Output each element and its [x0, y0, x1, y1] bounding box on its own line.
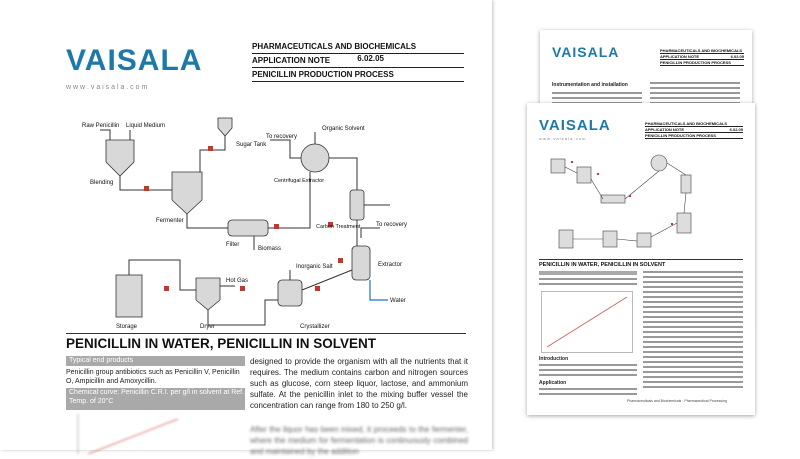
- label-liquid-medium: Liquid Medium: [126, 123, 166, 129]
- sugar-tank: [218, 118, 232, 136]
- section-products-text: Penicillin group antibiotics such as Penicillin V, Penicillin O, Ampicillin and Amoxycillin.: [66, 369, 240, 385]
- label-dryer: Dryer: [200, 324, 215, 330]
- label-extractor: Extractor: [378, 262, 403, 268]
- header-block: [252, 40, 464, 82]
- filter: [228, 220, 268, 236]
- label-carbon-treatment: Carbon Treatment: [316, 224, 361, 230]
- header-category: PHARMACEUTICALS AND BIOCHEMICALS: [660, 48, 743, 53]
- label-storage: Storage: [116, 324, 138, 330]
- label-to-recovery-1: To recovery: [266, 134, 298, 140]
- label-sugar-tank: Sugar Tank: [236, 142, 267, 148]
- label-raw-penicillin: Raw Penicillin: [82, 123, 120, 129]
- blending-tank: [106, 140, 134, 176]
- website-url: w w w . v a i s a l a . c o m: [539, 136, 586, 141]
- header-note: APPLICATION NOTE 6.02.05: [660, 54, 744, 59]
- application-heading: Application: [539, 380, 567, 386]
- header-category: PHARMACEUTICALS AND BIOCHEMICALS: [252, 40, 464, 54]
- thumb-text-1: [539, 278, 637, 288]
- storage-tank: [116, 275, 142, 317]
- header-process: PENICILLIN PRODUCTION PROCESS: [645, 133, 743, 139]
- section-heading-chemical-curve: Chemical curve: Penicillin C.R.I. per g/l in solvent at Ref. Temp. of 20°C: [66, 388, 245, 410]
- label-organic-solvent: Organic Solvent: [322, 126, 365, 132]
- thumb-text-3: [539, 388, 637, 398]
- extractor: [352, 246, 370, 280]
- fermenter-tank: [172, 172, 202, 214]
- website-url: w w w . v a i s a l a . c o m: [66, 84, 148, 91]
- header-note: APPLICATION NOTE 6.02.05: [645, 127, 743, 132]
- label-centrifugal-extractor: Centrifugal Extractor: [274, 178, 325, 184]
- logo: VAISALA: [66, 44, 203, 77]
- body-paragraph: designed to provide the organism with all the nutrients that it requires. The medium contains carbon and nitrogen sources such as glucose, corn steep liquor, lactose, and ammonium sulfate. At the penicillin inlet to the mixing buffer vessel the concentration can range from 180 to 250 g/l.: [250, 357, 468, 410]
- label-biomass: Biomass: [258, 246, 282, 252]
- body-paragraph-2: After the liquor has been mixed, it proceeds to the fermenter, where the medium for fermentation is continuously combined and maintained by the addition: [250, 425, 468, 456]
- crystallizer: [278, 280, 302, 306]
- intro-heading: Introduction: [539, 356, 569, 362]
- centrifugal-extractor: [301, 144, 329, 172]
- label-water: Water: [390, 298, 406, 304]
- label-inorganic-salt: Inorganic Salt: [296, 264, 333, 270]
- label-filter: Filter: [226, 242, 240, 248]
- carbon-treatment-column: [350, 190, 364, 220]
- back-section-heading: Instrumentation and installation: [552, 82, 628, 88]
- document-title: PENICILLIN IN WATER, PENICILLIN IN SOLVENT: [539, 262, 666, 268]
- label-crystallizer: Crystallizer: [300, 324, 330, 330]
- dryer: [196, 278, 220, 310]
- header-note: APPLICATION NOTE 6.02.05: [252, 54, 464, 68]
- chart-thumbnail: [541, 291, 633, 353]
- header-block: [660, 48, 744, 66]
- section-bar: [539, 271, 637, 275]
- document-title: PENICILLIN IN WATER, PENICILLIN IN SOLVENT: [66, 336, 377, 351]
- label-hot-gas: Hot Gas: [226, 278, 249, 284]
- label-to-recovery-2: To recovery: [376, 222, 408, 228]
- logo: VAISALA: [539, 117, 611, 134]
- title-rule: [539, 259, 743, 260]
- header-block: [645, 121, 743, 139]
- front-page-thumbnail: [527, 103, 755, 415]
- label-fermenter: Fermenter: [156, 218, 184, 224]
- title-rule: [66, 333, 466, 334]
- header-category: PHARMACEUTICALS AND BIOCHEMICALS: [645, 121, 743, 127]
- thumb-text-2: [539, 364, 637, 379]
- label-blending: Blending: [90, 180, 114, 186]
- process-diagram: [60, 110, 480, 330]
- header-process: PENICILLIN PRODUCTION PROCESS: [252, 68, 464, 82]
- logo: VAISALA: [552, 44, 620, 60]
- thumb-text-right: [643, 271, 743, 391]
- thumb-footer: Pharmaceuticals and Biochemicals · Pharmaceutical Processing: [627, 399, 727, 403]
- header-process: PENICILLIN PRODUCTION PROCESS: [660, 60, 744, 66]
- section-heading-products: Typical end products: [66, 356, 245, 366]
- chemical-curve-chart: [68, 414, 228, 454]
- process-diagram-thumbnail: [541, 145, 741, 255]
